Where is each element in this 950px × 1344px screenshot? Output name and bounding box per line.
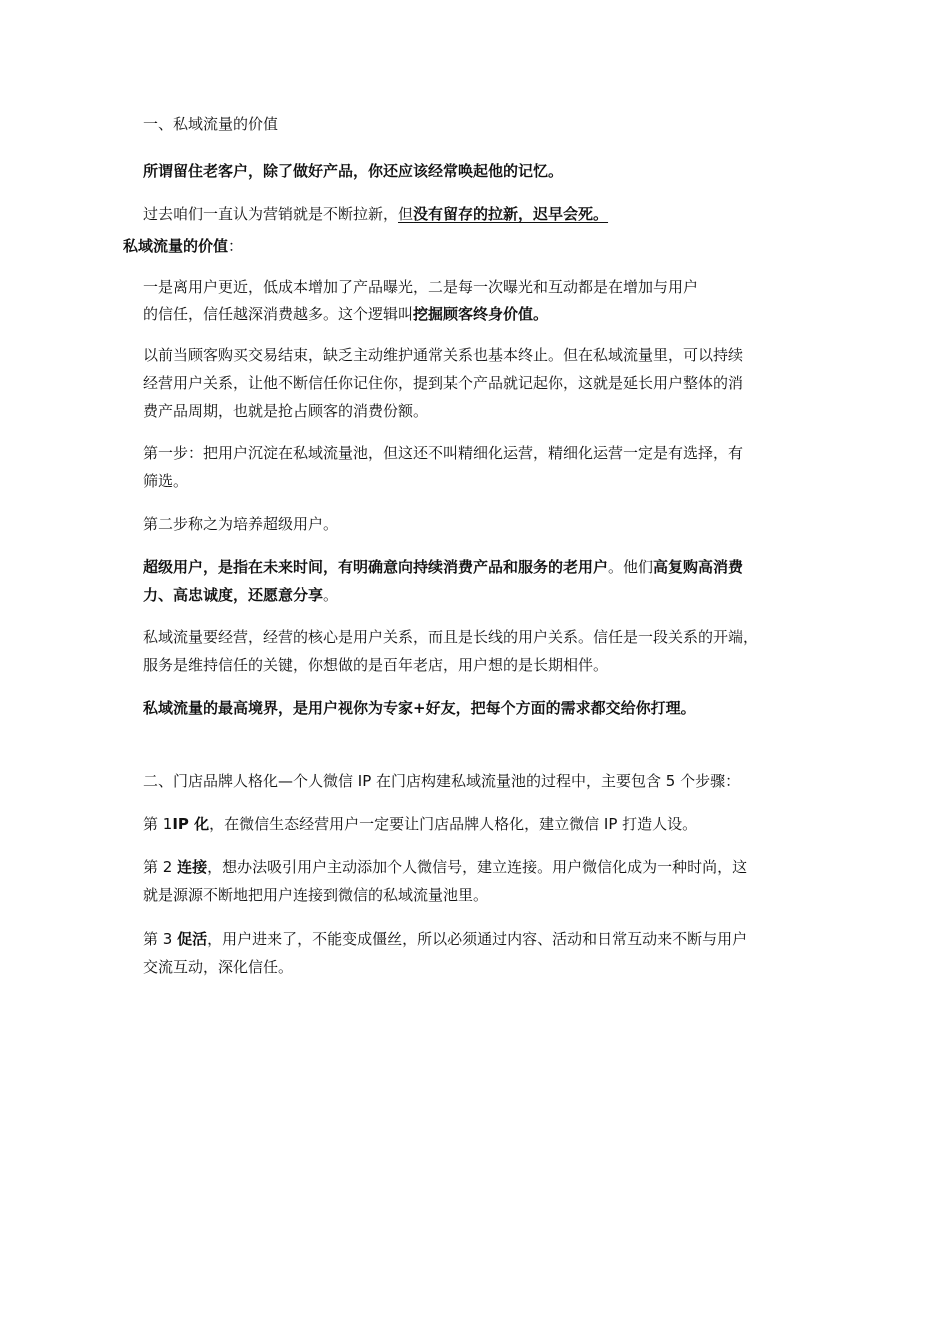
paragraph-1-text: 过去咱们一直认为营销就是不断拉新， (143, 205, 399, 223)
step-3-title: 促活 (177, 930, 208, 948)
step-3-line-1 (143, 929, 747, 949)
step-3-text: ，用户进来了，不能变成僵丝，所以必须通过内容、活动和日常互动来不断与用户 (207, 930, 748, 948)
paragraph-7-line-1: 私域流量要经营，经营的核心是用户关系，而且是长线的用户关系。信任是一段关系的开端， (143, 628, 759, 646)
paragraph-1-but: 但 (398, 205, 414, 223)
step-2-line-1 (143, 857, 747, 877)
paragraph-3-line-1: 以前当顾客购买交易结束，缺乏主动维护通常关系也基本终止。但在私域流量里，可以持续 (143, 346, 744, 364)
paragraph-2-line-2 (143, 304, 548, 324)
paragraph-2-line-1: 一是离用户更近，低成本增加了产品曝光，二是每一次曝光和互动都是在增加与用户 (143, 278, 699, 296)
step-3-line-2: 交流互动，深化信任。 (143, 958, 294, 976)
quote-line: 所谓留住老客户，除了做好产品，你还应该经常唤起他的记忆。 (143, 162, 564, 180)
value-label-text: 私域流量的价值 (123, 237, 229, 255)
paragraph-6-text: 。他们 (608, 558, 654, 576)
step-2-prefix: 第 2 (143, 858, 178, 876)
section-heading-2: 二、门店品牌人格化—个人微信 IP 在门店构建私域流量池的过程中，主要包含 5 个步骤： (143, 772, 741, 790)
step-1 (143, 814, 697, 834)
section-heading-1: 一、私域流量的价值 (143, 115, 279, 133)
step-1-title: IP 化 (172, 815, 210, 833)
step-2-line-2: 就是源源不断地把用户连接到微信的私域流量池里。 (143, 886, 489, 904)
paragraph-7-line-2: 服务是维持信任的关键，你想做的是百年老店，用户想的是长期相伴。 (143, 656, 609, 674)
step-2-title: 连接 (177, 858, 208, 876)
step-1-prefix: 第 1 (143, 815, 173, 833)
step-3-prefix: 第 3 (143, 930, 178, 948)
paragraph-4-line-2: 筛选。 (143, 472, 189, 490)
paragraph-6-line-2 (143, 585, 338, 605)
paragraph-6-emphasis-3: 力、高忠诚度，还愿意分享 (143, 586, 324, 604)
paragraph-5: 第二步称之为培养超级用户。 (143, 515, 339, 533)
paragraph-1-underlined (398, 205, 608, 223)
paragraph-8: 私域流量的最高境界，是用户视你为专家+好友，把每个方面的需求都交给你打理。 (143, 699, 696, 717)
paragraph-2-emphasis: 挖掘顾客终身价值。 (413, 305, 549, 323)
paragraph-1-emphasis: 没有留存的拉新，迟早会死。 (413, 205, 609, 223)
value-label-colon: ： (228, 237, 244, 255)
paragraph-4-line-1: 第一步：把用户沉淀在私域流量池，但这还不叫精细化运营，精细化运营一定是有选择，有 (143, 444, 744, 462)
paragraph-3-line-3: 费产品周期，也就是抢占顾客的消费份额。 (143, 402, 429, 420)
paragraph-6-line-1 (143, 557, 743, 577)
paragraph-3-line-2: 经营用户关系，让他不断信任你记住你，提到某个产品就记起你，这就是延长用户整体的消 (143, 374, 744, 392)
paragraph-1 (143, 204, 608, 224)
paragraph-6-emphasis-1: 超级用户，是指在未来时间，有明确意向持续消费产品和服务的老用户 (143, 558, 609, 576)
paragraph-6-period: 。 (323, 586, 339, 604)
step-1-text: ，在微信生态经营用户一定要让门店品牌人格化，建立微信 IP 打造人设。 (209, 815, 698, 833)
step-2-text: ，想办法吸引用户主动添加个人微信号，建立连接。用户微信化成为一种时尚，这 (207, 858, 748, 876)
paragraph-6-emphasis-2: 高复购高消费 (653, 558, 744, 576)
value-label (123, 236, 243, 256)
paragraph-2-text: 的信任，信任越深消费越多。这个逻辑叫 (143, 305, 414, 323)
